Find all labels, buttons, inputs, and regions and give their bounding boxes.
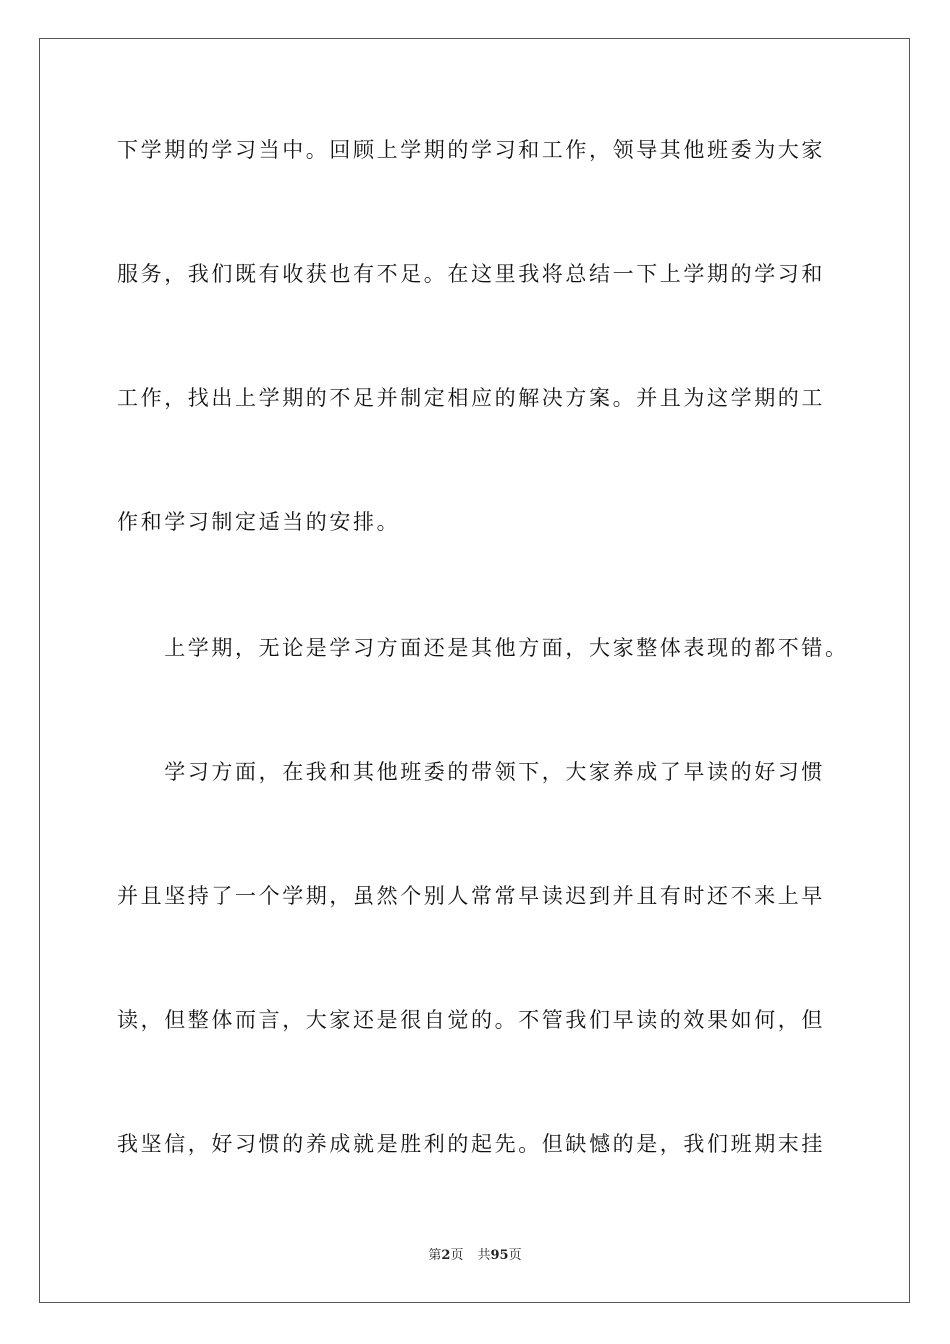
- page-number: 2: [441, 1248, 451, 1263]
- total-suffix: 页: [508, 1248, 522, 1263]
- text-line-3: 工作，找出上学期的不足并制定相应的解决方案。并且为这学期的工: [117, 386, 825, 410]
- text-line-2: 服务，我们既有收获也有不足。在这里我将总结一下上学期的学习和: [117, 262, 825, 286]
- text-line-1: 下学期的学习当中。回顾上学期的学习和工作，领导其他班委为大家: [117, 138, 825, 162]
- total-prefix: 共: [477, 1248, 491, 1263]
- total-pages: 95: [490, 1248, 509, 1263]
- page-suffix: 页: [450, 1248, 464, 1263]
- text-line-5: 上学期，无论是学习方面还是其他方面，大家整体表现的都不错。: [117, 636, 849, 660]
- text-line-7: 并且坚持了一个学期，虽然个别人常常早读迟到并且有时还不来上早: [117, 884, 825, 908]
- text-line-6: 学习方面，在我和其他班委的带领下，大家养成了早读的好习惯: [117, 760, 825, 784]
- page-footer: [0, 1248, 950, 1264]
- text-line-8: 读，但整体而言，大家还是很自觉的。不管我们早读的效果如何，但: [117, 1008, 825, 1032]
- text-line-9: 我坚信，好习惯的养成就是胜利的起先。但缺憾的是，我们班期末挂: [117, 1132, 825, 1156]
- page-prefix: 第: [428, 1248, 442, 1263]
- page-border: [39, 38, 910, 1303]
- text-line-4: 作和学习制定适当的安排。: [117, 510, 401, 534]
